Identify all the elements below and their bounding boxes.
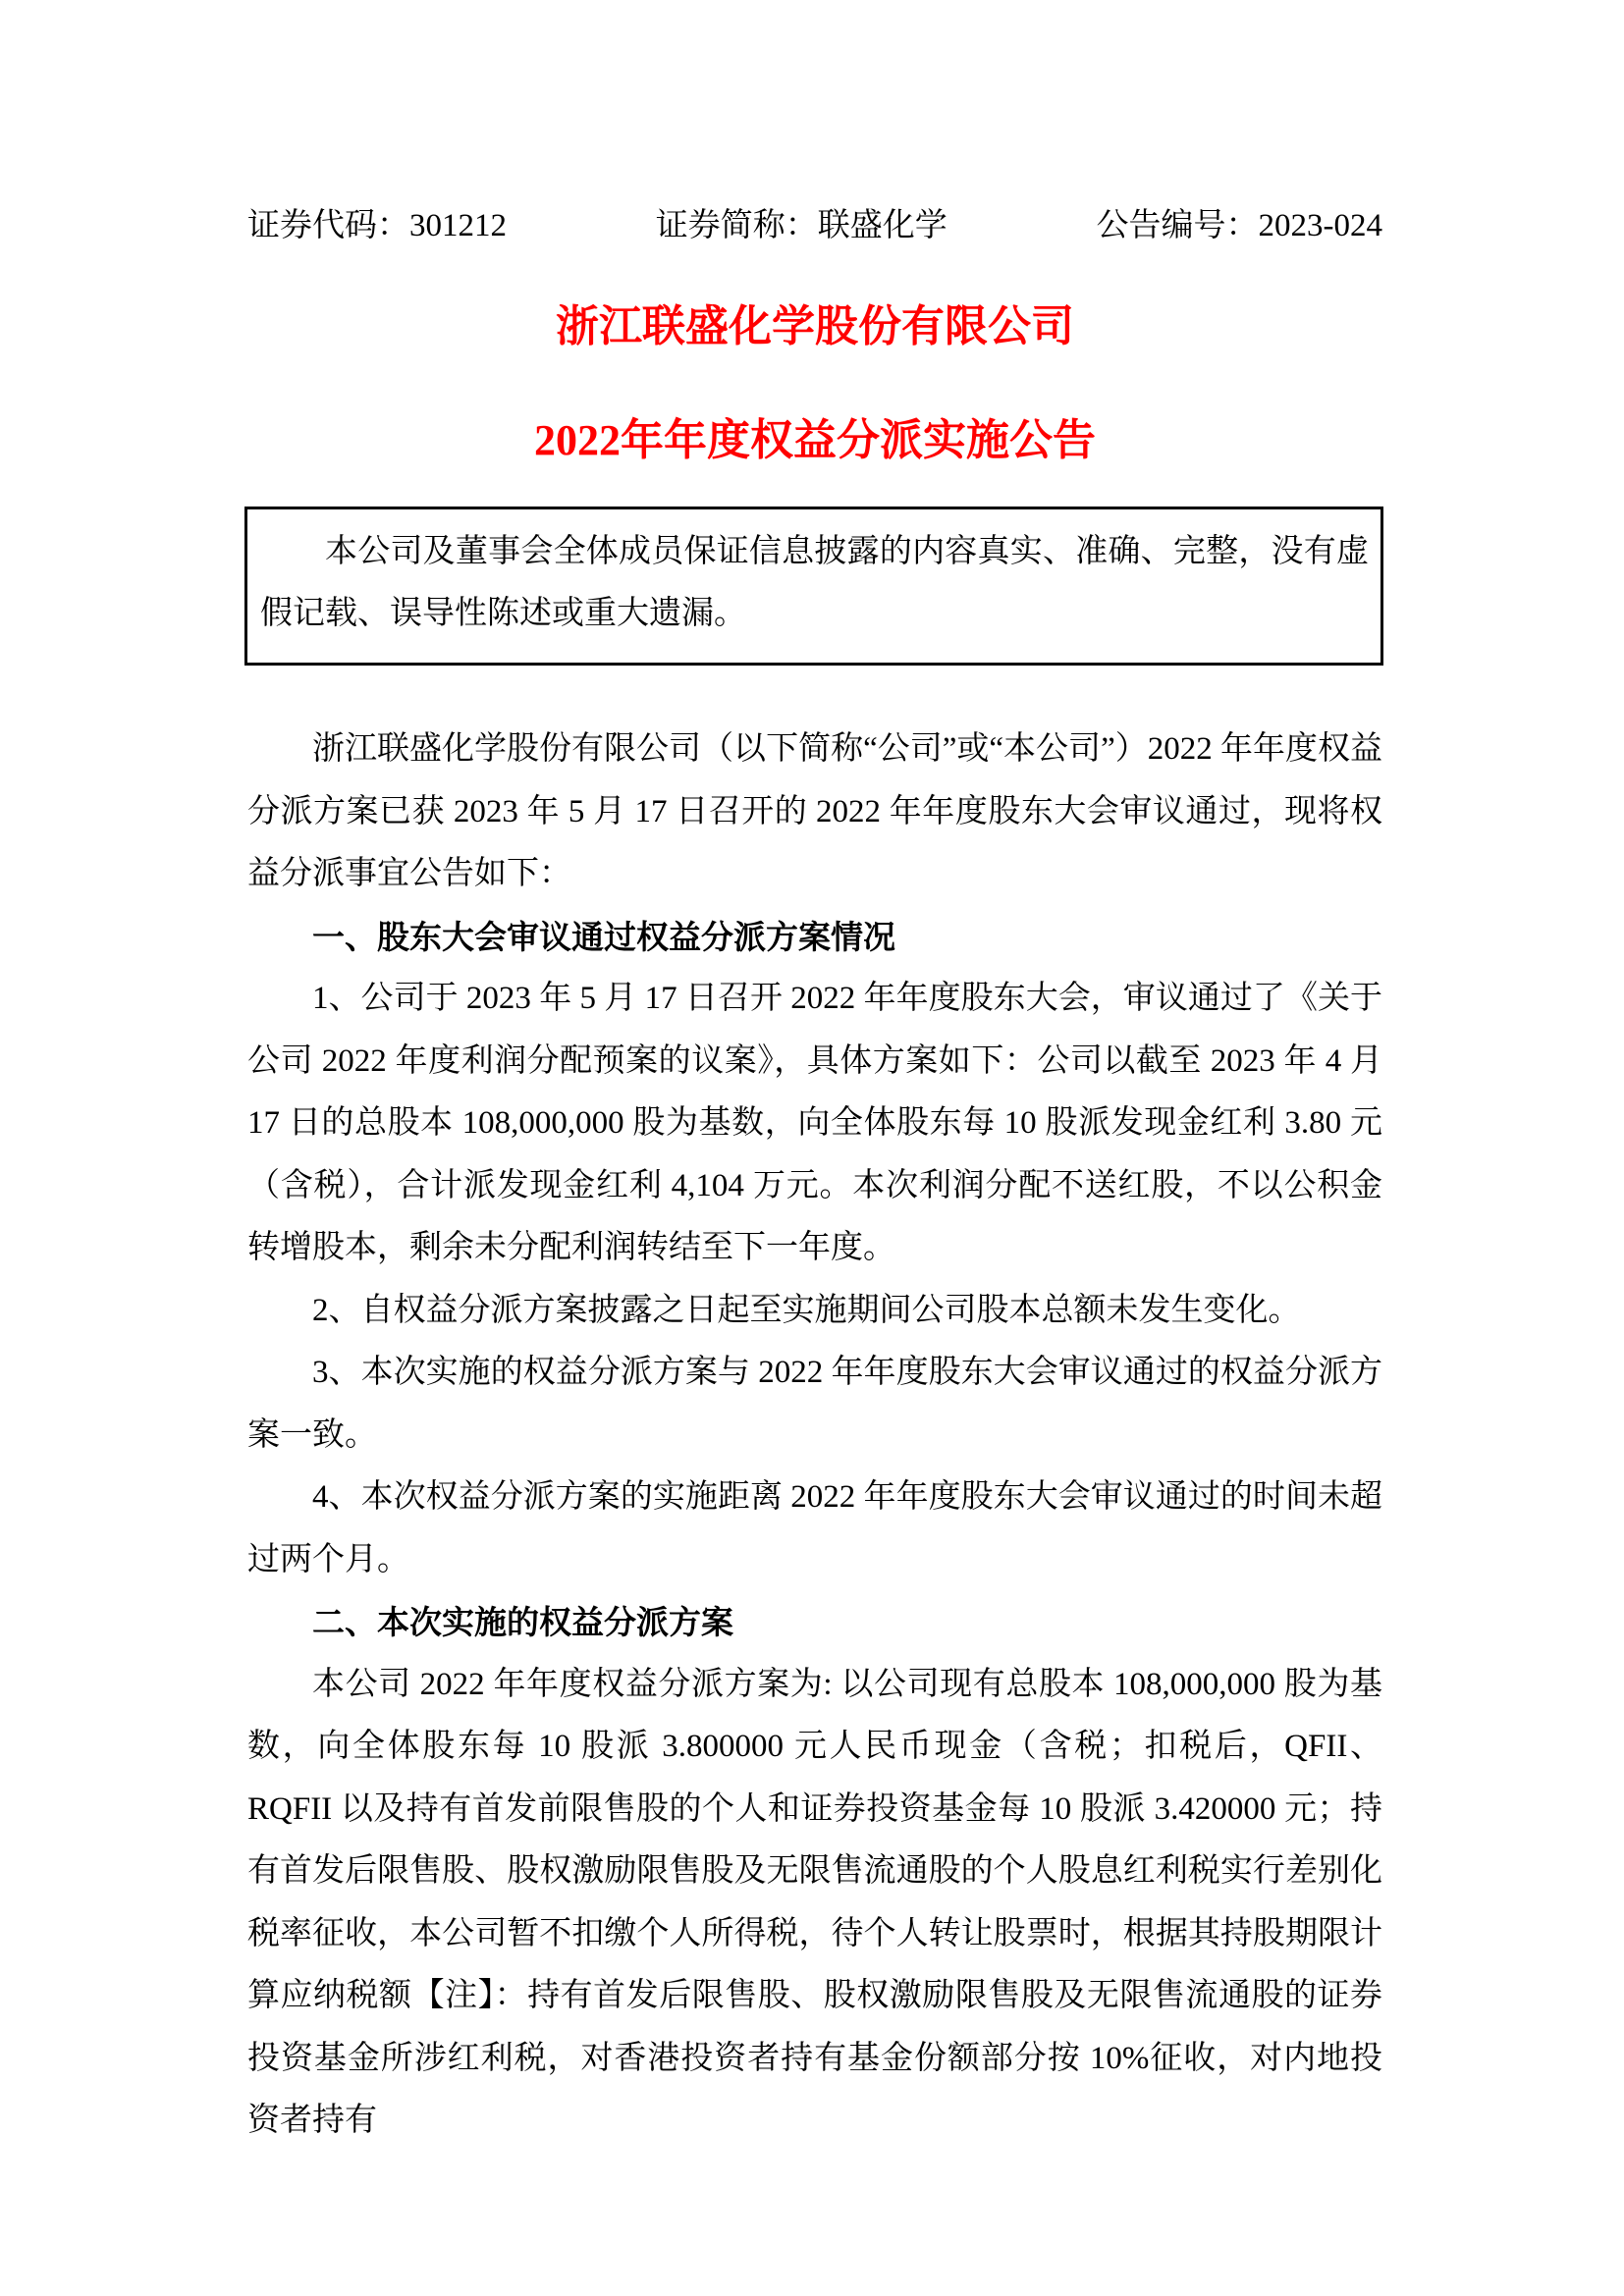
body-paragraph: 2、自权益分派方案披露之日起至实施期间公司股本总额未发生变化。 [312,1292,1301,1328]
stock-info-header [247,204,1382,247]
disclaimer-box [244,507,1383,666]
body-paragraph: 1、公司于 2023 年 5 月 17 日召开 2022 年年度股东大会，审议通过了《关于公司 2022 年度利润分配预案的议案》，具体方案如下：公司以截至 2023 年 4 月 17 日的总股本 108,000,000 股为基数，向全体股东每 10 股派发现金红利 3.80 元（含税），合计派发现金红利 4,104 万元。本次利润分配不送红股，不以公积金转增股本，剩余未分配利润转结至下一年度。 [247,981,1382,1265]
announcement-number-label: 公告编号：2023-024 [1096,208,1382,243]
company-name-title: 浙江联盛化学股份有限公司 [556,302,1074,350]
stock-code-label: 证券代码：301212 [247,208,507,243]
section-heading: 二、本次实施的权益分派方案 [312,1604,733,1640]
body-paragraph: 浙江联盛化学股份有限公司（以下简称“公司”或“本公司”）2022 年年度权益分派方案已获 2023 年 5 月 17 日召开的 2022 年年度股东大会审议通过，现将权益分派事宜公告如下： [247,731,1382,891]
body-paragraph: 本公司 2022 年年度权益分派方案为: 以公司现有总股本 108,000,000 股为基数，向全体股东每 10 股派 3.800000 元人民币现金（含税；扣税后，QFII、RQFII 以及持有首发前限售股的个人和证券投资基金每 10 股派 3.420000 元；持有首发后限售股、股权激励限售股及无限售流通股的个人股息红利税实行差别化税率征收，本公司暂不扣缴个人所得税，待个人转让股票时，根据其持股期限计算应纳税额【注】：持有首发后限售股、股权激励限售股及无限售流通股的证券投资基金所涉红利税，对香港投资者持有基金份额部分按 10%征收，对内地投资者持有 [247,1666,1382,2138]
body-paragraph: 3、本次实施的权益分派方案与 2022 年年度股东大会审议通过的权益分派方案一致。 [247,1355,1382,1453]
disclaimer-text: 本公司及董事会全体成员保证信息披露的内容真实、准确、完整，没有虚假记载、误导性陈述或重大遗漏。 [260,534,1369,631]
document-body [247,719,1382,2153]
stock-name-label: 证券简称：联盛化学 [655,208,947,243]
section-heading: 一、股东大会审议通过权益分派方案情况 [312,918,895,955]
page-content [0,204,1624,2153]
announcement-title: 2022年年度权益分派实施公告 [534,416,1096,464]
body-paragraph: 4、本次权益分派方案的实施距离 2022 年年度股东大会审议通过的时间未超过两个月。 [247,1479,1382,1577]
